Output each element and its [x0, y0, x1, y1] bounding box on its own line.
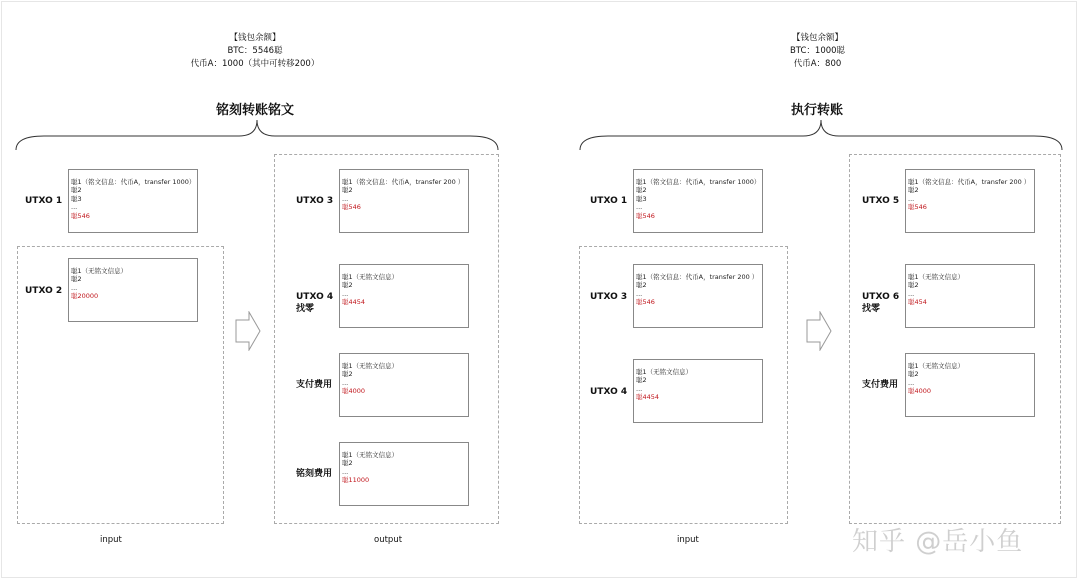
right-wallet-balance — [745, 32, 890, 71]
left-input-box-utxo2 — [68, 258, 198, 322]
box-line: 聪2 — [908, 281, 919, 290]
box-line: 聪1（无铭文信息） — [908, 273, 965, 281]
label-line: UTXO 6 — [862, 292, 900, 302]
right-wallet-btc: BTC：1000聪 — [789, 46, 846, 56]
box-line: ... — [636, 289, 643, 298]
left-wallet-heading: 【钱包余额】 — [229, 33, 281, 43]
box-line: 聪2 — [908, 370, 919, 379]
left-output-box-fee — [339, 353, 469, 417]
left-arrow-icon — [235, 311, 261, 351]
right-input-caption: input — [677, 535, 699, 545]
left-output-box-inscribe-fee — [339, 442, 469, 506]
label-line: 找零 — [296, 304, 315, 314]
box-amount: 聪4000 — [908, 387, 932, 396]
left-wallet-btc: BTC：5546聪 — [227, 46, 283, 56]
left-output-label-fee: 支付费用 — [296, 380, 333, 390]
right-input-label-utxo4: UTXO 4 — [590, 387, 628, 397]
box-line: 聪2 — [908, 186, 919, 195]
left-input-box-utxo1 — [68, 169, 198, 233]
box-line: 聪1（无铭文信息） — [71, 267, 128, 275]
box-amount: 聪546 — [636, 298, 655, 307]
box-line: 聪3 — [636, 194, 647, 203]
box-line: 聪1（铭文信息：代币A，transfer 1000） — [71, 178, 196, 186]
box-line: ... — [71, 283, 78, 292]
box-line: 聪2 — [71, 275, 82, 284]
box-line: 聪2 — [636, 186, 647, 195]
box-line: 聪1（铭文信息：代币A，transfer 200 ） — [342, 178, 465, 186]
box-line: ... — [342, 289, 349, 298]
box-amount: 聪546 — [908, 203, 927, 212]
box-line: 聪1（无铭文信息） — [908, 362, 965, 370]
box-line: 聪1（铭文信息：代币A，transfer 1000） — [636, 178, 761, 186]
box-line: ... — [342, 467, 349, 476]
box-line: 聪2 — [342, 459, 353, 468]
box-line: ... — [342, 194, 349, 203]
box-line: 聪1（铭文信息：代币A，transfer 200 ） — [908, 178, 1031, 186]
right-wallet-heading: 【钱包余额】 — [791, 33, 843, 43]
box-line: 聪2 — [342, 186, 353, 195]
box-line: 聪1（无铭文信息） — [342, 362, 399, 370]
box-amount: 聪4000 — [342, 387, 366, 396]
box-line: 聪2 — [342, 370, 353, 379]
box-line: 聪1（无铭文信息） — [342, 451, 399, 459]
left-wallet-token: 代币A：1000（其中可转移200） — [190, 59, 320, 69]
box-line: ... — [636, 203, 643, 212]
box-line: 聪2 — [636, 376, 647, 385]
left-output-label-utxo4 — [296, 291, 333, 315]
box-line: 聪1（无铭文信息） — [636, 368, 693, 376]
right-brace-icon — [578, 118, 1064, 152]
left-title: 铭刻转账铭文 — [215, 103, 294, 118]
left-output-label-utxo3: UTXO 3 — [296, 196, 334, 206]
box-amount: 聪454 — [908, 298, 927, 307]
right-output-box-utxo5 — [905, 169, 1035, 233]
box-line: 聪1（铭文信息：代币A，transfer 200 ） — [636, 273, 759, 281]
right-output-box-utxo6 — [905, 264, 1035, 328]
left-input-caption: input — [100, 535, 122, 545]
right-output-label-fee: 支付费用 — [862, 380, 899, 390]
right-input-box-utxo1 — [633, 169, 763, 233]
right-output-box-fee — [905, 353, 1035, 417]
left-input-label-utxo2: UTXO 2 — [25, 286, 63, 296]
left-input-label-utxo1: UTXO 1 — [25, 196, 63, 206]
left-brace-icon — [14, 118, 500, 152]
box-line: ... — [908, 194, 915, 203]
box-line: 聪1（无铭文信息） — [342, 273, 399, 281]
right-input-label-utxo3: UTXO 3 — [590, 292, 628, 302]
left-wallet-balance — [170, 32, 340, 71]
box-line: ... — [342, 378, 349, 387]
watermark: 知乎 @岳小鱼 — [852, 527, 1024, 557]
right-title: 执行转账 — [790, 103, 843, 118]
right-input-label-utxo1: UTXO 1 — [590, 196, 628, 206]
box-amount: 聪20000 — [71, 292, 99, 301]
box-line: ... — [908, 378, 915, 387]
box-amount: 聪546 — [71, 211, 90, 220]
box-line: 聪2 — [71, 186, 82, 195]
box-line: 聪3 — [71, 194, 82, 203]
box-line: ... — [71, 203, 78, 212]
box-line: ... — [636, 384, 643, 393]
right-input-box-utxo3 — [633, 264, 763, 328]
label-line: UTXO 4 — [296, 292, 334, 302]
left-output-box-utxo4 — [339, 264, 469, 328]
left-output-caption: output — [374, 535, 403, 545]
box-amount: 聪546 — [636, 211, 655, 220]
right-arrow-icon — [806, 311, 832, 351]
right-output-label-utxo6 — [862, 291, 899, 315]
right-output-label-utxo5: UTXO 5 — [862, 196, 900, 206]
box-amount: 聪4454 — [342, 298, 366, 307]
box-amount: 聪4454 — [636, 393, 660, 402]
box-amount: 聪11000 — [342, 476, 370, 485]
left-output-label-inscribe-fee: 铭刻费用 — [296, 469, 333, 479]
box-line: 聪2 — [342, 281, 353, 290]
box-amount: 聪546 — [342, 203, 361, 212]
right-wallet-token: 代币A：800 — [793, 59, 842, 69]
box-line: 聪2 — [636, 281, 647, 290]
left-output-box-utxo3 — [339, 169, 469, 233]
right-input-box-utxo4 — [633, 359, 763, 423]
label-line: 找零 — [862, 304, 881, 314]
box-line: ... — [908, 289, 915, 298]
